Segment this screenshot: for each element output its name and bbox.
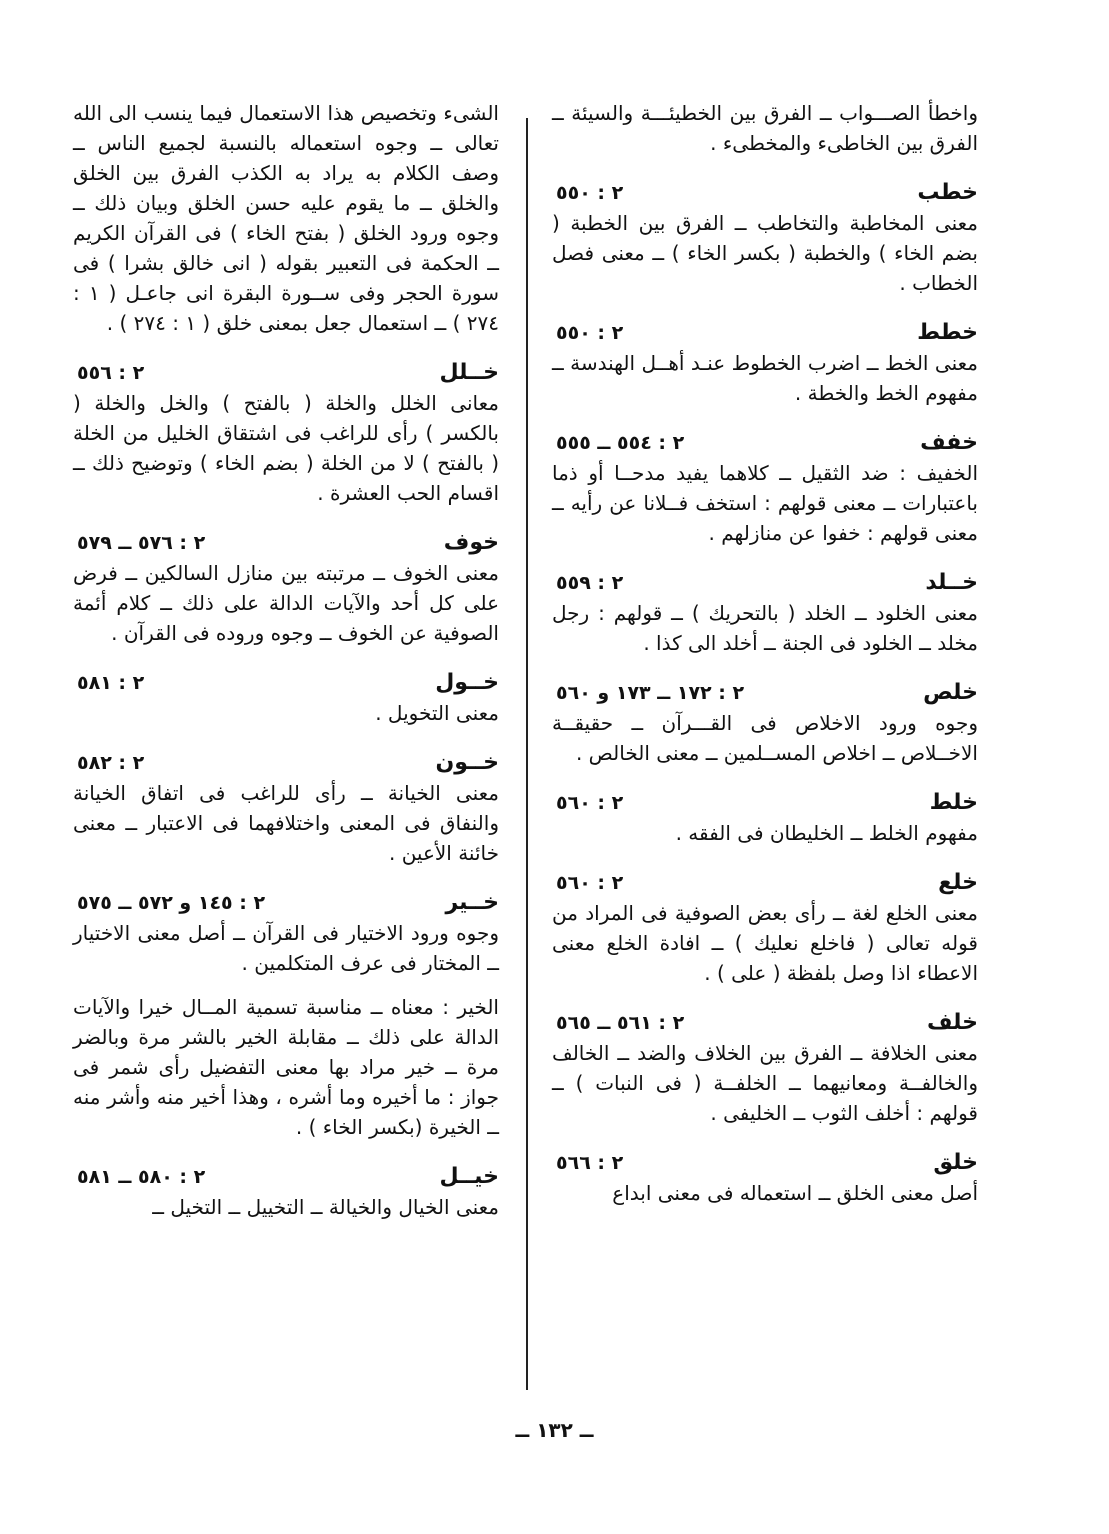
entry-khff bbox=[552, 428, 978, 548]
entry-text: معنى الخلع لغة ــ رأى بعض الصوفية فى المراد من قوله تعالى ( فاخلع نعليك ) ــ افادة الخلع معنى الاعطاء اذا وصل بلفظة ( على ) . bbox=[552, 901, 978, 985]
entry-text: معنى التخويل . bbox=[375, 701, 499, 725]
entry-text: معنى الخيانة ــ رأى للراغب فى اتفاق الخيانة والنفاق فى المعنى واختلافهما فى الاعتبار ــ معنى خائنة الأعين . bbox=[73, 781, 499, 865]
entry-root: خلف bbox=[926, 1010, 978, 1035]
entry-text: معنى المخاطبة والتخاطب ــ الفرق بين الخطبة ( بضم الخاء ) والخطبة ( بكسر الخاء ) ــ معنى فصل الخطاب . bbox=[552, 211, 978, 295]
entry-khyl bbox=[73, 1162, 499, 1222]
entry-reference: ٢ : ٥٨١ bbox=[77, 672, 145, 694]
entry-reference: ٢ : ٥٦١ ــ ٥٦٥ bbox=[556, 1012, 685, 1034]
entry-khlt bbox=[552, 788, 978, 848]
entry-text: وجوه ورود الاخلاص فى القـــرآن ــ حقيقــة الاخــلاص ــ اخلاص المســلمين ــ معنى الخالص . bbox=[552, 711, 978, 765]
entry-reference: ٢ : ٥٥٠ bbox=[556, 322, 624, 344]
entry-reference: ٢ : ٥٦٠ bbox=[556, 872, 624, 894]
entry-root: خوف bbox=[443, 530, 499, 555]
entry-root: خــون bbox=[435, 750, 499, 775]
right-column bbox=[552, 98, 978, 1228]
entry-text: واخطأ الصـــواب ــ الفرق بين الخطيئـــة والسيئة ــ الفرق بين الخاطىء والمخطىء . bbox=[552, 101, 978, 155]
entry-root: خــول bbox=[435, 670, 499, 695]
entry-text: معانى الخلل والخلة ( بالفتح ) والخل والخلة ( بالكسر ) رأى للراغب فى اشتقاق الخليل من الخلة ( بالفتح ) لا من الخلة ( بضم الخاء ) وتوضيح ذلك ــ اقسام الحب العشرة . bbox=[73, 391, 499, 505]
page-number: ــ ١٣٢ ــ bbox=[515, 1418, 594, 1442]
entry-khld bbox=[552, 568, 978, 658]
entry-continuation bbox=[73, 98, 499, 338]
entry-reference: ٢ : ٥٥٤ ــ ٥٥٥ bbox=[556, 432, 685, 454]
entry-reference: ٢ : ٥٨٢ bbox=[77, 752, 145, 774]
entry-text: معنى الخلود ــ الخلد ( بالتحريك ) ــ قولهم : رجل مخلد ــ الخلود فى الجنة ــ أخلد الى كذا . bbox=[552, 601, 978, 655]
entry-khwf bbox=[73, 528, 499, 648]
entry-root: خــلد bbox=[925, 570, 978, 595]
entry-reference: ٢ : ٥٥٩ bbox=[556, 572, 624, 594]
entry-root: خفف bbox=[920, 430, 978, 455]
entry-reference: ٢ : ٥٦٠ bbox=[556, 792, 624, 814]
entry-khwl bbox=[73, 668, 499, 728]
entry-root: خطب bbox=[917, 180, 978, 205]
entry-text: معنى الخيال والخيالة ــ التخييل ــ التخيل ــ bbox=[152, 1195, 499, 1219]
entry-reference: ٢ : ١٧٢ ــ ١٧٣ و ٥٦٠ bbox=[556, 682, 745, 704]
left-column bbox=[73, 98, 499, 1242]
entry-khll bbox=[73, 358, 499, 508]
entry-khla bbox=[552, 868, 978, 988]
entry-continuation bbox=[552, 98, 978, 158]
entry-text: الشىء وتخصيص هذا الاستعمال فيما ينسب الى الله تعالى ــ وجوه استعماله بالنسبة لجميع الناس ــ وصف الكلام به يراد به الكذب الفرق بين الخلق والخلق ــ ما يقوم عليه حسن الخلق وبيان ذلك ــ وجوه ورود الخلق ( بفتح الخاء ) فى القرآن الكريم ــ الحكمة فى التعبير بقوله ( انى خالق بشرا ) فى سورة الحجر وفى ســورة البقرة انى جاعـل ( ١ : ٢٧٤ ) ــ استعمال جعل بمعنى خلق ( ١ : ٢٧٤ ) . bbox=[73, 101, 499, 335]
entry-root: خلع bbox=[938, 870, 978, 895]
entry-khlf bbox=[552, 1008, 978, 1128]
entry-text: وجوه ورود الاختيار فى القرآن ــ أصل معنى الاختيار ــ المختار فى عرف المتكلمين . bbox=[73, 921, 499, 975]
entry-khls bbox=[552, 678, 978, 768]
entry-text: الخفيف : ضد الثقيل ــ كلاهما يفيد مدحــا أو ذما باعتبارات ــ معنى قولهم : استخف فــلانا عن رأيه ــ معنى قولهم : خفوا عن منازلهم . bbox=[552, 461, 978, 545]
entry-root: خلص bbox=[923, 680, 978, 705]
entry-reference: ٢ : ٥٥٠ bbox=[556, 182, 624, 204]
entry-reference: ٢ : ٥٧٦ ــ ٥٧٩ bbox=[77, 532, 206, 554]
entry-text-paragraph-2: الخير : معناه ــ مناسبة تسمية المــال خيرا والآيات الدالة على ذلك ــ مقابلة الخير بالشر مرة وبالضر مرة ــ خير مراد بها معنى التفضيل رأى شمر فى جواز : ما أخيره وما أشره ، وهذا أخير منه وأشر منه ــ الخيرة (بكسر الخاء ) . bbox=[73, 995, 499, 1139]
entry-reference: ٢ : ٥٦٦ bbox=[556, 1152, 624, 1174]
entry-khyr bbox=[73, 888, 499, 1142]
entry-text: معنى الخط ــ اضرب الخطوط عنـد أهــل الهندسة ــ مفهوم الخط والخطة . bbox=[552, 351, 978, 405]
entry-text: معنى الخوف ــ مرتبته بين منازل السالكين ــ فرض على كل أحد والآيات الدالة على ذلك ــ كلام أئمة الصوفية عن الخوف ــ وجوه وروده فى القرآن . bbox=[73, 561, 499, 645]
entry-text: مفهوم الخلط ــ الخليطان فى الفقه . bbox=[675, 821, 978, 845]
entry-root: خيــل bbox=[439, 1164, 499, 1189]
entry-reference: ٢ : ٥٥٦ bbox=[77, 362, 145, 384]
entry-root: خــير bbox=[445, 890, 499, 915]
entry-root: خلق bbox=[933, 1150, 978, 1175]
entry-khtb bbox=[552, 178, 978, 298]
entry-root: خــلل bbox=[439, 360, 499, 385]
entry-root: خطط bbox=[917, 320, 978, 345]
entry-text: أصل معنى الخلق ــ استعماله فى معنى ابداع bbox=[612, 1181, 978, 1205]
entry-reference: ٢ : ١٤٥ و ٥٧٢ ــ ٥٧٥ bbox=[77, 892, 266, 914]
column-divider bbox=[526, 118, 528, 1390]
entry-reference: ٢ : ٥٨٠ ــ ٥٨١ bbox=[77, 1166, 206, 1188]
entry-khwn bbox=[73, 748, 499, 868]
entry-root: خلط bbox=[929, 790, 978, 815]
entry-khtt bbox=[552, 318, 978, 408]
entry-text: معنى الخلافة ــ الفرق بين الخلاف والضد ــ الخالف والخالفــة ومعانيهما ــ الخلفــة ( فى النبات ) ــ قولهم : أخلف الثوب ــ الخليفى . bbox=[552, 1041, 978, 1125]
entry-khlq bbox=[552, 1148, 978, 1208]
